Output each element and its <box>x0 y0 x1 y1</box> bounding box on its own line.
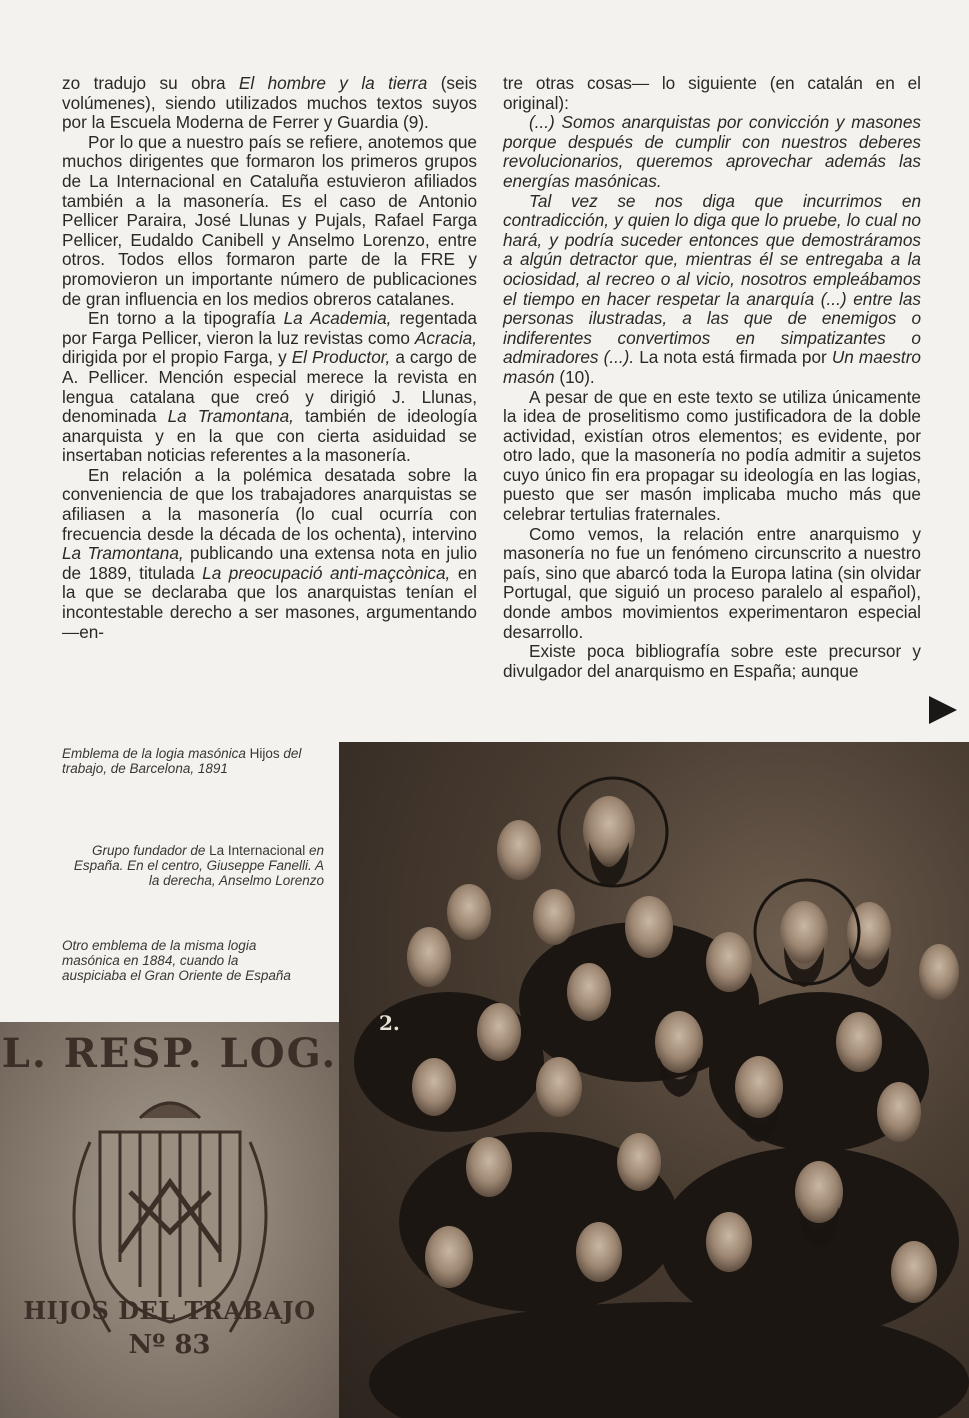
paragraph: zo tradujo su obra El hombre y la tierra (seis volúmenes), siendo utilizados muchos textos suyos por la Escuela Moderna de Ferrer y Guardia (9). <box>62 73 477 133</box>
caption-emblem-1884: Otro emblema de la misma logia masónica en 1884, cuando la auspiciaba el Gran Oriente de España <box>62 938 291 983</box>
continue-arrow-icon <box>929 696 957 724</box>
paragraph: En relación a la polémica desatada sobre la conveniencia de que los trabajadores anarquistas se afiliasen a la masonería (lo cual ocurría con frecuencia desde la década de los ochenta), intervino La Tramontana, publicando una extensa nota en julio de 1889, titulada La preocupació anti-maçcònica, en la que se declaraba que los anarquistas tenían el incontestable derecho a ser masones, argumentando —en- <box>62 464 478 642</box>
left-text-column <box>62 74 477 642</box>
portrait-heads <box>354 796 969 1418</box>
emblem-lodge-number: Nº 83 <box>128 1330 211 1360</box>
right-text-column <box>503 74 921 681</box>
paragraph: A pesar de que en este texto se utiliza únicamente la idea de proselitismo como justificadora de la doble actividad, existían otros elementos; es evidente, por otro lado, que la masonería no podía admitir a sujetos cuyo único fin era propagar su ideología en las logias, puesto que ser masón implicaba mucho más que celebrar tertulias fraternales. <box>503 386 921 525</box>
emblem-shield <box>100 1132 240 1322</box>
group-photograph <box>339 742 969 1418</box>
paragraph: Como vemos, la relación entre anarquismo y masonería no fue un fenómeno circunscrito a nuestro país, sino que abarcó toda la Europa latina (sin olvidar Portugal, que siguió un proceso paralelo al español), donde ambos movimientos experimentaron especial desarrollo. <box>503 523 921 642</box>
caption-emblem-1891: Emblema de la logia masónica Hijos del trabajo, de Barcelona, 1891 <box>62 746 302 776</box>
emblem-title: L. RESP. LOG. <box>1 1030 338 1077</box>
quote-paragraph: Tal vez se nos diga que incurrimos en contradicción, y quien lo diga que lo pruebe, lo cual no hará, y podría suceder entonces que demostráramos a algún detractor que, mientras él se entregaba a la ociosidad, al recreo o al vicio, nosotros empleábamos el tiempo en hacer respetar la anarquía (...) entre las personas ilustradas, a las que de enemigos o indiferentes convertimos en simpatizantes o admiradores (...). La nota está firmada por Un maestro masón (10). <box>503 190 921 387</box>
quote-paragraph: (...) Somos anarquistas por convicción y masones porque después de cumplir con nuestros deberes revolucionarios, queremos aprovechar además las energías masónicas. <box>503 112 921 191</box>
emblem-lodge-name: HIJOS DEL TRABAJO <box>23 1296 316 1325</box>
paragraph: Existe poca bibliografía sobre este precursor y divulgador del anarquismo en España; aunque <box>503 641 921 681</box>
paragraph: Por lo que a nuestro país se refiere, anotemos que muchos dirigentes que formaron los primeros grupos de La Internacional en Cataluña estuvieron afiliados también a la masonería. Es el caso de Antonio Pellicer Paraira, José Llunas y Pujals, Rafael Farga Pellicer, Eudaldo Canibell y Anselmo Lorenzo, entre otros. Todos ellos formaron parte de la FRE y promovieron un importante número de publicaciones de gran influencia en los medios obreros catalanes. <box>62 131 477 309</box>
caption-group-photo: Grupo fundador de La Internacional en España. En el centro, Giuseppe Fanelli. A la derecha, Anselmo Lorenzo <box>73 843 324 888</box>
paragraph: En torno a la tipografía La Academia, regentada por Farga Pellicer, vieron la luz revistas como Acracia, dirigida por el propio Farga, y El Productor, a cargo de A. Pellicer. Mención especial merece la revista en lengua catalana que creó y dirigió J. Llunas, denominada La Tramontana, también de ideología anarquista y en la que con cierta asiduidad se insertaban noticias referentes a la masonería. <box>62 308 478 466</box>
photo-number-mark: 2. <box>379 1011 400 1035</box>
paragraph: tre otras cosas— lo siguiente (en catalán en el original): <box>503 73 921 113</box>
